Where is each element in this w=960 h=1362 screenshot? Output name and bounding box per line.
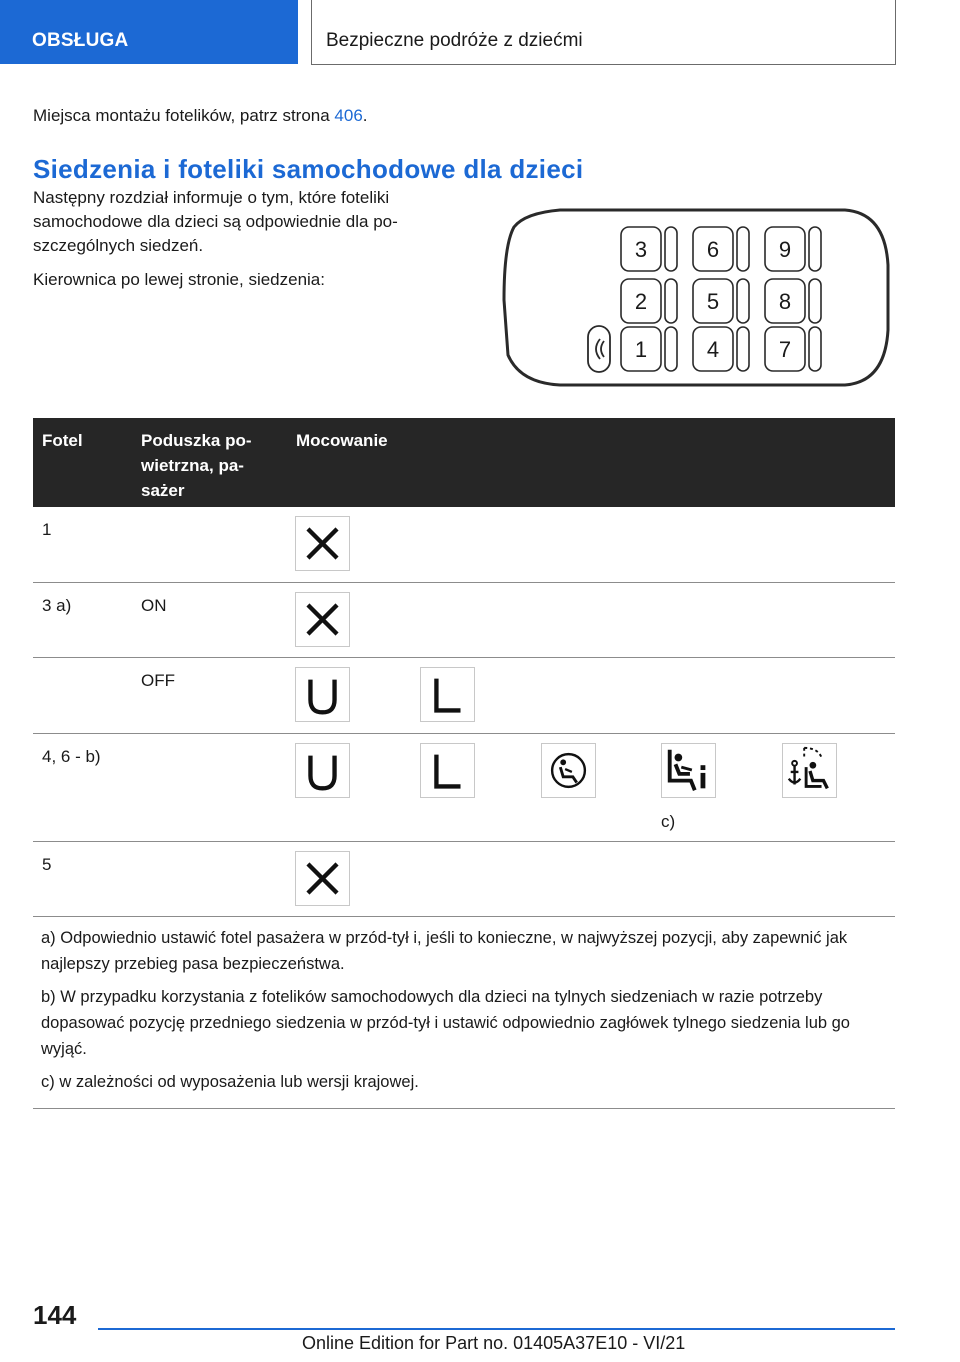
cross-icon [295, 516, 350, 571]
table-footnotes [33, 917, 895, 1109]
page-header [0, 0, 960, 66]
cross-icon [295, 592, 350, 647]
i-size-child-seat-icon [541, 743, 596, 798]
seat-number-label: 8 [778, 289, 792, 314]
footnote: a) Odpowiednio ustawić fotel pasażera w przód-tył i, jeśli to konieczne, w najwyższej pozycji, aby zapewnić jak najlepszy przebieg pasa bezpieczeństwa. [41, 929, 848, 973]
table-row [33, 842, 895, 917]
top-tether-anchor-icon [782, 743, 837, 798]
seat-5 [693, 279, 749, 323]
i-size-booster-icon [661, 743, 716, 798]
seat-number-label: 4 [706, 337, 720, 362]
intro-line [33, 106, 368, 126]
intro-end: . [362, 106, 368, 125]
semi-universal-l-icon [420, 667, 475, 722]
table-header [33, 418, 895, 507]
icon-footnote-mark: c) [661, 812, 676, 831]
seat-6 [693, 227, 749, 271]
seat-number-label: 6 [706, 237, 720, 262]
seat-number-label: 9 [778, 237, 792, 262]
table-row [33, 507, 895, 583]
seat-cell: 5 [42, 855, 52, 874]
header-mounting: Mocowanie [296, 431, 388, 450]
seat-layout-diagram [500, 205, 895, 390]
seat-cell: 3 a) [42, 596, 72, 615]
footnote: c) w zależności od wyposażenia lub wersji krajowej. [41, 1073, 419, 1091]
semi-universal-l-icon [420, 743, 475, 798]
header-airbag-line: sażer [141, 481, 185, 500]
seat-4 [693, 327, 749, 371]
paragraph: Kierownica po lewej stronie, siedzenia: [33, 270, 325, 289]
universal-u-icon [295, 667, 350, 722]
seat-8 [765, 279, 821, 323]
seat-number-label: 2 [634, 289, 648, 314]
chapter-title: Bezpieczne podróże z dziećmi [311, 0, 896, 65]
seat-number-label: 5 [706, 289, 720, 314]
header-airbag [141, 428, 252, 503]
page-number: 144 [33, 1300, 77, 1330]
table-row [33, 734, 895, 842]
section-heading: Siedzenia i foteliki samochodowe dla dzieci [33, 154, 584, 184]
universal-u-icon [295, 743, 350, 798]
table-row [33, 658, 895, 734]
seat-number-label: 3 [634, 237, 648, 262]
edition-line: Online Edition for Part no. 01405A37E10 - VI/21 [302, 1333, 686, 1353]
header-airbag-line: Poduszka po- [141, 431, 252, 450]
seat-9 [765, 227, 821, 271]
seat-cell: 4, 6 - b) [42, 747, 101, 766]
seat-7 [765, 327, 821, 371]
header-seat: Fotel [42, 431, 83, 450]
airbag-cell: ON [141, 596, 167, 615]
cross-icon [295, 851, 350, 906]
header-airbag-line: wietrzna, pa- [141, 456, 244, 475]
child-seat-table [33, 418, 895, 1109]
seat-grid [621, 227, 821, 371]
seat-1 [621, 327, 677, 371]
seat-2 [621, 279, 677, 323]
paragraph: Następny rozdział informuje o tym, które foteliki samochodowe dla dzieci są odpowiednie dla poszczególnych siedzeń. [33, 188, 398, 255]
seat-3 [621, 227, 677, 271]
section-tab: OBSŁUGA [0, 0, 298, 64]
intro-text: Miejsca montażu fotelików, patrz strona [33, 106, 330, 125]
page-reference-link[interactable]: 406 [334, 106, 363, 125]
footnote: b) W przypadku korzystania z fotelików samochodowych dla dzieci na tylnych siedzeniach w razie potrzeby dopasować pozycję przedniego siedzenia w przód-tył i ustawić odpowiednio zagłówek tylnego siedzenia lub go wyjąć. [41, 988, 850, 1058]
seat-number-label: 7 [778, 337, 792, 362]
airbag-cell: OFF [141, 671, 175, 690]
table-row [33, 583, 895, 658]
seat-cell: 1 [42, 520, 52, 539]
footer-divider [98, 1328, 895, 1330]
seat-number-label: 1 [634, 337, 648, 362]
body-text [33, 186, 453, 302]
